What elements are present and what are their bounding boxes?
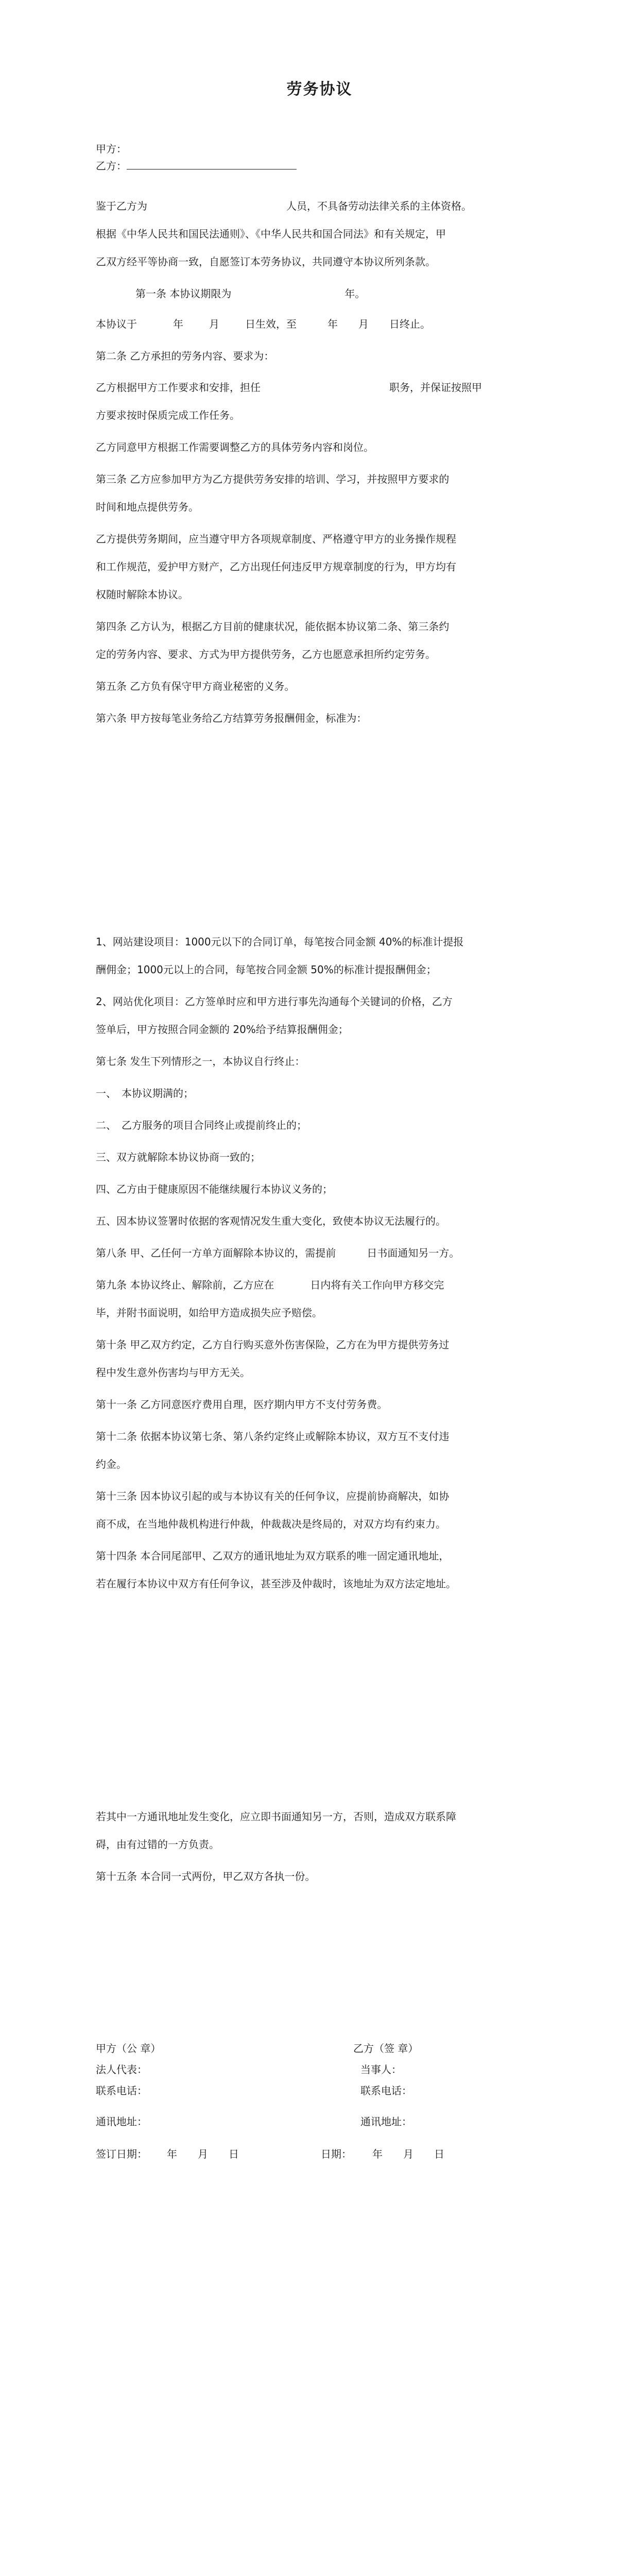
- date-month: 月: [198, 2148, 208, 2160]
- article-10-line-1: 第十条 甲乙双方约定，乙方自行购买意外伤害保险，乙方在为甲方提供劳务过: [96, 1338, 450, 1351]
- article-13-line-2: 商不成，在当地仲裁机构进行仲裁，仲裁裁决是终局的，对双方均有约束力。: [96, 1518, 446, 1530]
- article-2-text: 乙方根据甲方工作要求和安排，担任: [96, 381, 261, 394]
- article-1-text: 年。: [344, 287, 366, 300]
- signature-a-phone: 联系电话：: [96, 2084, 147, 2097]
- date-label: 日期：: [321, 2148, 352, 2160]
- article-13-line-1: 第十三条 因本协议引起的或与本协议有关的任何争议，应提前协商解决，如协: [96, 1490, 450, 1502]
- article-14-line-1: 第十四条 本合同尾部甲、乙双方的通讯地址为双方联系的唯一固定通讯地址，: [96, 1550, 450, 1562]
- article-3-line-1: 第三条 乙方应参加甲方为乙方提供劳务安排的培训、学习，并按照甲方要求的: [96, 473, 450, 485]
- term-text: 本协议于: [96, 318, 137, 330]
- preamble-line-3: 乙双方经平等协商一致，自愿签订本劳务协议，共同遵守本协议所列条款。: [96, 256, 436, 268]
- article-1-line: [135, 286, 365, 301]
- article-1-term-line: [96, 317, 430, 331]
- fee-2-line-2: 签单后，甲方按照合同金额的 20%给予结算报酬佣金；: [96, 1023, 349, 1036]
- article-14-line-3: 若其中一方通讯地址发生变化，应立即书面通知另一方，否则，造成双方联系障: [96, 1810, 456, 1823]
- article-4-line-1: 第四条 乙方认为，根据乙方目前的健康状况，能依据本协议第二条、第三条约: [96, 620, 450, 633]
- article-15-line: 第十五条 本合同一式两份，甲乙双方各执一份。: [96, 1870, 316, 1883]
- fee-1-line-1: 1、网站建设项目：1000元以下的合同订单，每笔按合同金额 40%的标准计提报: [96, 936, 464, 948]
- article-2-duty-line: [96, 380, 482, 395]
- signature-a-representative: 法人代表：: [96, 2063, 147, 2076]
- article-14-line-4: 碍，由有过错的一方负责。: [96, 1838, 219, 1851]
- date-year: 年: [372, 2148, 383, 2160]
- article-9-line-1: [96, 1278, 444, 1292]
- article-3-line-4: 和工作规范，爱护甲方财产，乙方出现任何违反甲方规章制度的行为，甲方均有: [96, 561, 456, 573]
- article-11-line: 第十一条 乙方同意医疗费用自理，医疗期内甲方不支付劳务费。: [96, 1398, 388, 1411]
- document-title: 劳务协议: [286, 80, 353, 98]
- article-2-line-3: 方要求按时保质完成工作任务。: [96, 409, 240, 421]
- signature-b-date: [321, 2147, 444, 2161]
- article-4-line-2: 定的劳务内容、要求、方式为甲方提供劳务，乙方也愿意承担所约定劳务。: [96, 648, 436, 660]
- party-a-line: [96, 142, 127, 156]
- term-month: 月: [209, 318, 219, 330]
- article-6-line: 第六条 甲方按每笔业务给乙方结算劳务报酬佣金，标准为：: [96, 712, 367, 724]
- term-year: 年: [327, 318, 338, 330]
- term-year: 年: [173, 318, 183, 330]
- signature-a-date: [96, 2147, 239, 2161]
- term-month: 月: [358, 318, 369, 330]
- article-2-line-4: 乙方同意甲方根据工作需要调整乙方的具体劳务内容和岗位。: [96, 441, 374, 453]
- article-12-line-1: 第十二条 依据本协议第七条、第八条约定终止或解除本协议，双方互不支付违: [96, 1430, 450, 1443]
- signature-b-address: 通讯地址：: [360, 2115, 412, 2128]
- date-label: 签订日期：: [96, 2148, 147, 2160]
- signature-party-b: 乙方（签 章）: [353, 2042, 419, 2055]
- article-9-text: 日内将有关工作向甲方移交完: [310, 1279, 444, 1291]
- termination-item-3: 三、双方就解除本协议协商一致的；: [96, 1151, 261, 1163]
- signature-b-phone: 联系电话：: [360, 2084, 412, 2097]
- article-8-text: 第八条 甲、乙任何一方单方面解除本协议的，需提前: [96, 1247, 336, 1259]
- article-5-line: 第五条 乙方负有保守甲方商业秘密的义务。: [96, 680, 295, 692]
- signature-a-address: 通讯地址：: [96, 2115, 147, 2128]
- termination-item-4: 四、乙方由于健康原因不能继续履行本协议义务的；: [96, 1183, 333, 1195]
- article-2-text: 职务，并保证按照甲: [389, 381, 482, 394]
- article-7-line: 第七条 发生下列情形之一，本协议自行终止：: [96, 1055, 305, 1067]
- preamble-line-1: [96, 199, 472, 213]
- signature-party-a: 甲方（公 章）: [96, 2042, 161, 2055]
- term-text: 日生效，至: [245, 318, 297, 330]
- article-8-text: 日书面通知另一方。: [367, 1247, 460, 1259]
- party-b-line: [96, 158, 297, 173]
- party-a-label: 甲方：: [96, 143, 127, 155]
- article-10-line-2: 程中发生意外伤害均与甲方无关。: [96, 1366, 250, 1379]
- date-month: 月: [403, 2148, 413, 2160]
- article-3-line-3: 乙方提供劳务期间，应当遵守甲方各项规章制度、严格遵守甲方的业务操作规程: [96, 533, 456, 545]
- article-8-line: [96, 1246, 459, 1260]
- preamble-line-2: 根据《中华人民共和国民法通则》、《中华人民共和国合同法》和有关规定，甲: [96, 228, 446, 240]
- termination-item-5: 五、因本协议签署时依据的客观情况发生重大变化，致使本协议无法履行的。: [96, 1215, 446, 1227]
- article-1-text: 第一条 本协议期限为: [135, 287, 232, 300]
- article-9-line-2: 毕，并附书面说明，如给甲方造成损失应予赔偿。: [96, 1307, 322, 1319]
- signature-b-person: 当事人：: [360, 2063, 402, 2076]
- preamble-text: 人员，不具备劳动法律关系的主体资格。: [286, 200, 472, 212]
- term-text: 日终止。: [389, 318, 430, 330]
- article-9-text: 第九条 本协议终止、解除前，乙方应在: [96, 1279, 274, 1291]
- party-b-label: 乙方：: [96, 160, 127, 172]
- fee-2-line-1: 2、网站优化项目：乙方签单时应和甲方进行事先沟通每个关键词的价格，乙方: [96, 995, 453, 1008]
- article-12-line-2: 约金。: [96, 1458, 127, 1470]
- article-14-line-2: 若在履行本协议中双方有任何争议，甚至涉及仲裁时，该地址为双方法定地址。: [96, 1578, 456, 1590]
- termination-item-2: 二、 乙方服务的项目合同终止或提前终止的；: [96, 1119, 307, 1131]
- termination-item-1: 一、 本协议期满的；: [96, 1087, 194, 1099]
- article-3-line-5: 权随时解除本协议。: [96, 588, 188, 601]
- preamble-text: 鉴于乙方为: [96, 200, 147, 212]
- article-2-line: 第二条 乙方承担的劳务内容、要求为：: [96, 350, 274, 362]
- date-year: 年: [167, 2148, 177, 2160]
- party-b-blank: [127, 158, 297, 170]
- article-3-line-2: 时间和地点提供劳务。: [96, 501, 199, 513]
- date-day: 日: [229, 2148, 239, 2160]
- fee-1-line-2: 酬佣金；1000元以上的合同，每笔按合同金额 50%的标准计提报酬佣金；: [96, 963, 437, 976]
- date-day: 日: [434, 2148, 444, 2160]
